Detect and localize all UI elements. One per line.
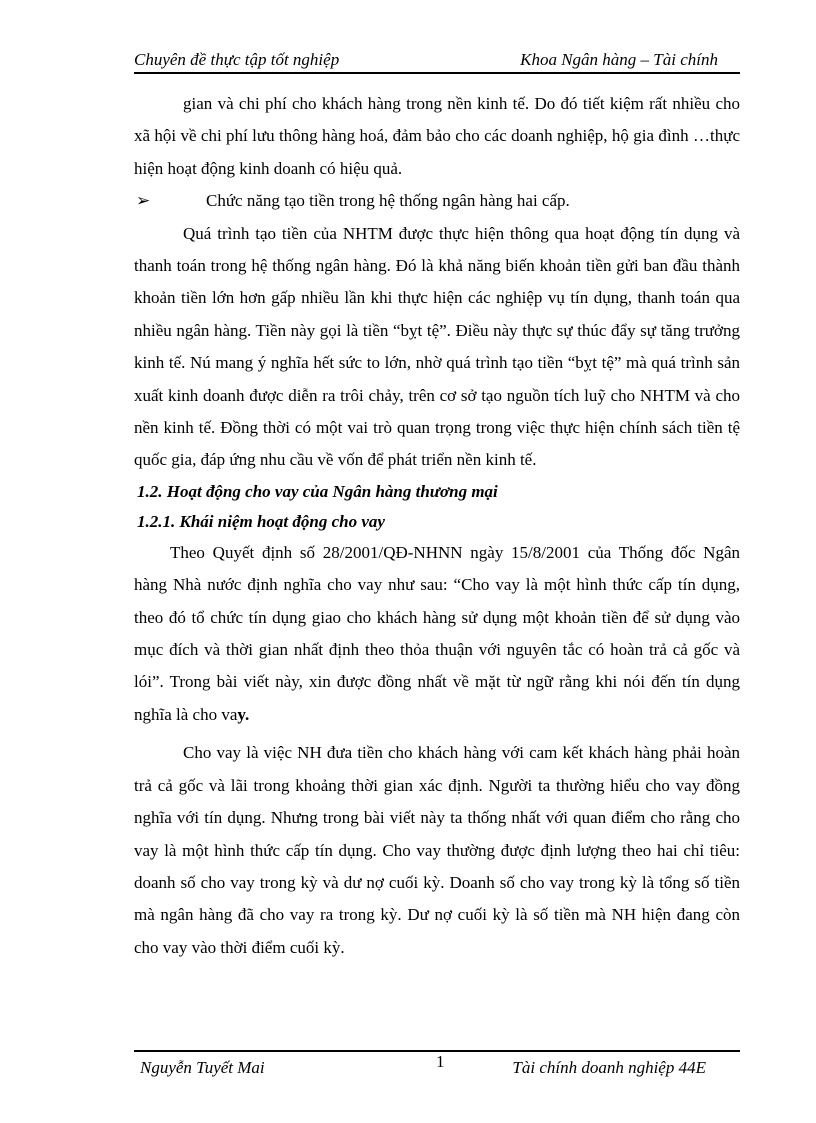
header-faculty: Khoa Ngân hàng – Tài chính	[520, 50, 718, 69]
paragraph-definition-bold-tail: y.	[237, 704, 250, 724]
paragraph-lending: Cho vay là việc NH đưa tiền cho khách hàng với cam kết khách hàng phải hoàn trả cả gốc và lãi trong khoảng thời gian xác định. Người ta thường hiểu cho vay đồng nghĩa với tín dụng. Nhưng trong bài viết này ta thống nhất với quan điểm cho rằng cho vay là một hình thức cấp tín dụng. Cho vay thường được định lượng theo hai chỉ tiêu: doanh số cho vay trong kỳ và dư nợ cuối kỳ. Doanh số cho vay trong kỳ là tổng số tiền mà ngân hàng đã cho vay ra trong kỳ. Dư nợ cuối kỳ là số tiền mà NH hiện đang còn cho vay vào thời điểm cuối kỳ.	[134, 743, 740, 957]
arrow-bullet-icon: ➢	[136, 191, 151, 211]
paragraph-continuation: gian và chi phí cho khách hàng trong nền kinh tế. Do đó tiết kiệm rất nhiều cho xã hội về chi phí lưu thông hàng hoá, đảm bảo cho các doanh nghiệp, hộ gia đình …thực hiện hoạt động kinh doanh có hiệu quả.	[134, 94, 740, 178]
section-heading: 1.2. Hoạt động cho vay của Ngân hàng thương mại	[137, 481, 498, 501]
header-document-title: Chuyên đề thực tập tốt nghiệp	[134, 50, 340, 69]
paragraph-definition-text: Theo Quyết định số 28/2001/QĐ-NHNN ngày 15/8/2001 của Thống đốc Ngân hàng Nhà nước định nghĩa cho vay như sau: “Cho vay là một hình thức cấp tín dụng, theo đó tổ chức tín dụng giao cho khách hàng sử dụng một khoản tiền để sử dụng vào mục đích và thời gian nhất định theo thỏa thuận với nguyên tắc có hoàn trả cả gốc và lói”. Trong bài viết này, xin được đồng nhất về mặt từ ngữ rằng khi nói đến tín dụng nghĩa là cho va	[134, 542, 740, 724]
footer-class: Tài chính doanh nghiệp 44E	[512, 1058, 706, 1077]
footer-author: Nguyễn Tuyết Mai	[140, 1058, 265, 1077]
page-header	[134, 48, 740, 74]
page-number: 1	[436, 1052, 445, 1071]
paragraph-definition	[134, 537, 740, 731]
subsection-heading: 1.2.1. Khái niệm hoạt động cho vay	[137, 511, 385, 531]
page-footer	[134, 1050, 740, 1086]
bullet-text: Chức năng tạo tiền trong hệ thống ngân hàng hai cấp.	[206, 191, 570, 211]
bullet-item	[134, 185, 740, 217]
page-body	[134, 88, 740, 964]
paragraph-money-creation: Quá trình tạo tiền của NHTM được thực hiện thông qua hoạt động tín dụng và thanh toán trong hệ thống ngân hàng. Đó là khả năng biến khoản tiền gửi ban đầu thành khoản tiền lớn hơn gấp nhiều lần khi thực hiện các nghiệp vụ tín dụng, thanh toán qua nhiều ngân hàng. Tiền này gọi là tiền “bỵt tệ”. Điều này thực sự thúc đẩy sự tăng trưởng kinh tế. Nú mang ý nghĩa hết sức to lớn, nhờ quá trình tạo tiền “bỵt tệ” mà quá trình sản xuất kinh doanh được diễn ra trôi chảy, trên cơ sở tạo nguồn tích luỹ cho NHTM và cho nền kinh tế. Đồng thời có một vai trò quan trọng trong việc thực hiện chính sách tiền tệ quốc gia, đáp ứng nhu cầu về vốn để phát triển nền kinh tế.	[134, 223, 740, 470]
